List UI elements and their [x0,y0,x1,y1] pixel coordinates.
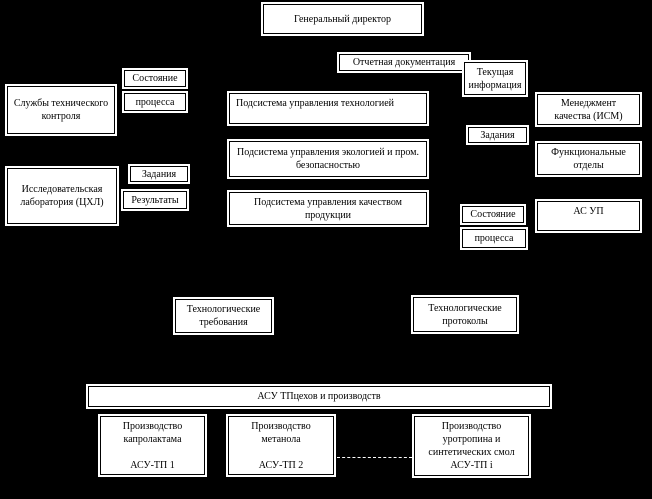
tasks-right-box [468,127,527,143]
process-left-box-line-0: процесса [135,96,175,108]
tech-protocols-box-line-0: Технологические [428,302,502,314]
process-left-box [124,93,186,111]
research-lab-box-line-1: лаборатория (ЦХЛ) [20,197,104,208]
current-info-box [464,62,526,95]
production-metanol-box-line-1: метанола [261,433,301,445]
subsystem-ecology-box-line-1: безопасностью [295,160,361,171]
results-box-line-0: Результаты [131,194,179,206]
current-info-box-line-0: Текущая [476,66,514,78]
subsystem-technology-box-line-0: Подсистема управления технологией [236,98,394,109]
asup-box [537,201,640,231]
subsystem-ecology-box-line-0: Подсистема управления экологией и пром. [237,147,419,158]
quality-management-box-line-1: качества (ИСМ) [554,110,623,122]
report-documentation-box-line-0: Отчетная документация [352,57,456,68]
tech-protocols-box-line-1: протоколы [442,315,488,327]
tech-requirements-box-line-0: Технологические [186,304,261,315]
production-kaprolaktam-box-line-1: капролактама [123,433,182,445]
functional-depts-box [537,143,640,175]
functional-depts-box-line-1: отделы [573,160,604,171]
tasks-left-box-line-0: Задания [141,168,177,180]
asu-tp-title-bar-line-0: АСУ ТПцехов и производств [257,391,381,402]
subsystem-quality-box-line-0: Подсистема управления качеством [254,196,402,208]
production-urotropin-box [414,416,529,476]
state-right-box [462,206,524,223]
production-urotropin-box-line-3: АСУ-ТП i [450,460,493,471]
process-right-box [462,229,526,248]
general-director-box-line-0: Генеральный директор [293,13,392,25]
tasks-left-box [130,166,188,182]
current-info-box-line-1: информация [468,79,522,91]
production-metanol-box-line-0: Производство [251,420,311,432]
production-urotropin-box-line-2: синтетических смол [428,447,515,458]
tech-protocols-box [413,297,517,332]
tech-control-box-line-0: Службы технического [13,98,109,109]
research-lab-box [7,168,117,224]
quality-management-box [537,94,640,125]
tech-control-box-line-1: контроля [41,111,81,122]
tech-requirements-box-line-1: требования [199,317,248,328]
production-urotropin-box-line-0: Производство [441,421,502,432]
asu-tp-title-bar [88,386,550,407]
tech-requirements-box [175,299,272,333]
dashed-connector [337,457,412,458]
process-right-box-line-0: процесса [474,233,514,244]
production-metanol-box-line-3: АСУ-ТП 2 [258,459,304,471]
production-metanol-box [228,416,334,475]
subsystem-quality-box [229,192,427,225]
research-lab-box-line-0: Исследовательская [21,184,103,195]
production-kaprolaktam-box-line-0: Производство [122,420,183,432]
tasks-right-box-line-0: Задания [480,129,515,141]
production-kaprolaktam-box [100,416,205,475]
report-documentation-box [339,54,469,71]
results-box [123,191,187,209]
production-kaprolaktam-box-line-3: АСУ-ТП 1 [130,459,175,471]
general-director-box [263,4,422,34]
tech-control-box [7,86,115,134]
functional-depts-box-line-0: Функциональные [551,147,626,158]
asup-box-line-0: АС УП [573,206,604,217]
subsystem-ecology-box [229,141,427,177]
subsystem-technology-box [229,93,427,124]
production-urotropin-box-line-1: уротропина и [442,434,501,445]
state-left-box [124,70,186,87]
state-right-box-line-0: Состояние [470,209,516,220]
subsystem-quality-box-line-1: продукции [304,209,352,221]
state-left-box-line-0: Состояние [132,73,178,84]
quality-management-box-line-0: Менеджмент [560,97,617,109]
